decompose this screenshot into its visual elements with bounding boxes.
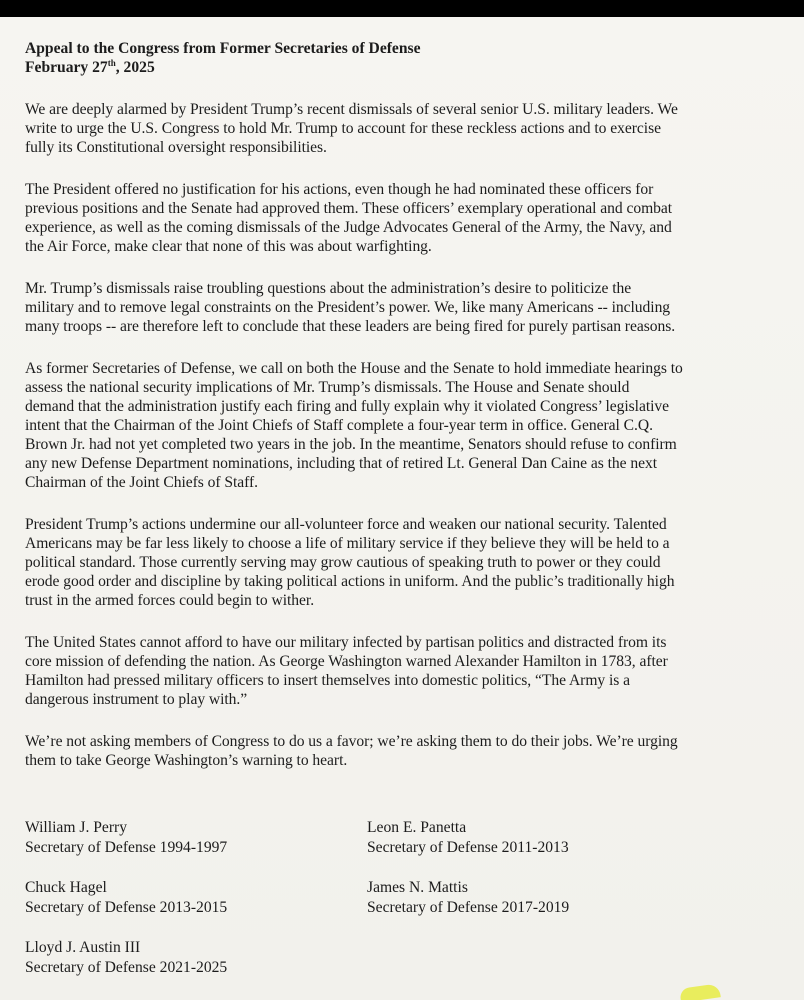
- signatory-title: Secretary of Defense 2017-2019: [367, 899, 570, 916]
- signatory-name: Lloyd J. Austin III: [25, 939, 141, 956]
- letter-date: [25, 59, 155, 76]
- letter-heading: [25, 39, 777, 77]
- signatory-austin: [25, 938, 227, 978]
- paragraph-2: The President offered no justification for his actions, even though he had nominated these officers for previous positions and the Senate had approved them. These officers’ exemplary operational and combat experience, as well as the coming dismissals of the Judge Advocates General of the Army, the Navy, and the Air Force, make clear that none of this was about warfighting.: [25, 181, 673, 255]
- signatory-title: Secretary of Defense 1994-1997: [25, 839, 228, 856]
- signatory-perry: [25, 818, 227, 858]
- paragraph-1: We are deeply alarmed by President Trump’s recent dismissals of several senior U.S. military leaders. We write to urge the U.S. Congress to hold Mr. Trump to account for these reckless actions and to exercise fully its Constitutional oversight responsibilities.: [25, 101, 678, 156]
- paragraph-6: The United States cannot afford to have our military infected by partisan politics and distracted from its core mission of defending the nation. As George Washington warned Alexander Hamilton in 1783, after Hamilton had pressed military officers to insert themselves into domestic politics, “The Army is a dangerous instrument to play with.”: [25, 634, 668, 708]
- signatory-panetta: [367, 818, 569, 858]
- date-prefix: February 27: [25, 59, 108, 76]
- signatory-name: William J. Perry: [25, 819, 128, 836]
- signatory-name: James N. Mattis: [367, 879, 468, 896]
- signatory-title: Secretary of Defense 2011-2013: [367, 839, 569, 856]
- paragraph-4: As former Secretaries of Defense, we call on both the House and the Senate to hold immediate hearings to assess the national security implications of Mr. Trump’s dismissals. The House and Senate should demand that the administration justify each firing and fully explain why it violated Congress’ legislative intent that the Chairman of the Joint Chiefs of Staff complete a four-year term in office. General C.Q. Brown Jr. had not yet completed two years in the job. In the meantime, Senators should refuse to confirm any new Defense Department nominations, including that of retired Lt. General Dan Caine as the next Chairman of the Joint Chiefs of Staff.: [25, 360, 683, 491]
- paragraph-5: President Trump’s actions undermine our all-volunteer force and weaken our national security. Talented Americans may be far less likely to choose a life of military service if they believe they will be held to a political standard. Those currently serving may grow cautious of speaking truth to power or they could erode good order and discipline by taking political actions in uniform. And the public’s traditionally high trust in the armed forces could begin to wither.: [25, 516, 675, 609]
- top-black-bar: [0, 0, 804, 17]
- signatory-mattis: [367, 878, 569, 918]
- signatory-hagel: [25, 878, 227, 918]
- signatory-title: Secretary of Defense 2021-2025: [25, 959, 228, 976]
- paragraph-7: We’re not asking members of Congress to do us a favor; we’re asking them to do their jobs. We’re urging them to take George Washington’s warning to heart.: [25, 733, 678, 769]
- signatory-name: Leon E. Panetta: [367, 819, 467, 836]
- date-suffix: , 2025: [115, 59, 155, 76]
- letter-content: [25, 39, 777, 793]
- letter-title: Appeal to the Congress from Former Secretaries of Defense: [25, 40, 421, 57]
- signatory-name: Chuck Hagel: [25, 879, 107, 896]
- letter-body: [25, 100, 777, 770]
- date-superscript: th: [107, 58, 116, 68]
- signatory-title: Secretary of Defense 2013-2015: [25, 899, 228, 916]
- paragraph-3: Mr. Trump’s dismissals raise troubling questions about the administration’s desire to politicize the military and to remove legal constraints on the President’s power. We, like many Americans -- including many troops -- are therefore left to conclude that these leaders are being fired for purely partisan reasons.: [25, 280, 676, 335]
